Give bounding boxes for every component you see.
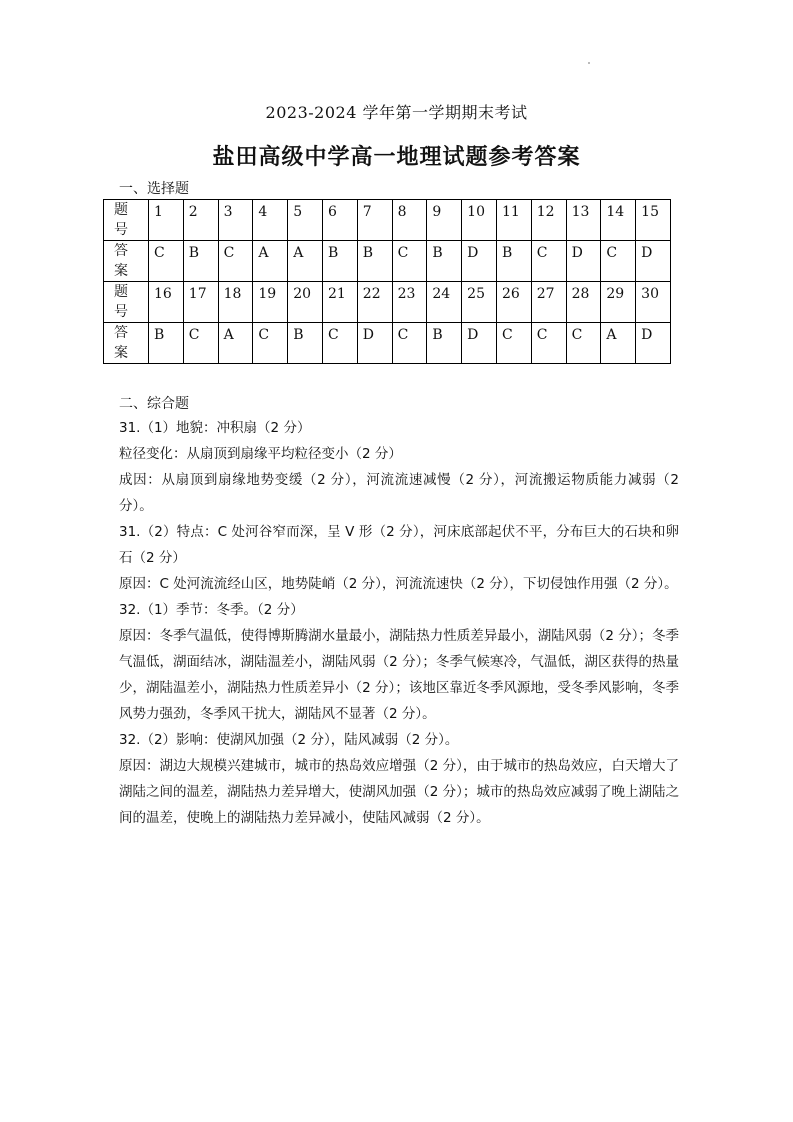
answer-cell (357, 323, 392, 364)
answer-value: C (258, 327, 270, 343)
question-number-value: 10 (467, 204, 485, 220)
answer-row (104, 241, 671, 282)
question-number-value: 18 (223, 286, 242, 302)
answer-value: A (258, 245, 269, 261)
answer-value: C (188, 327, 200, 343)
page-title: 盐田高级中学高一地理试题参考答案 (212, 145, 581, 170)
question-number-value: 13 (571, 204, 590, 220)
answer-cell (183, 323, 218, 364)
question-number-value: 12 (536, 204, 555, 220)
answer-value: D (571, 245, 583, 261)
row-label-char: 案 (114, 345, 128, 361)
answer-table (103, 199, 671, 364)
question-number-cell (427, 200, 462, 241)
question-number-value: 27 (536, 286, 555, 302)
answer-paragraph: 32.（2）影响：使湖风加强（2 分），陆风减弱（2 分）。 (119, 732, 459, 748)
answer-cell (253, 323, 288, 364)
question-number-cell (496, 200, 531, 241)
question-number-value: 30 (641, 286, 659, 302)
answer-value: B (362, 245, 374, 261)
answer-cell (496, 323, 531, 364)
answer-cell (496, 241, 531, 282)
answer-paragraph: 原因：冬季气温低，使得博斯腾湖水量最小，湖陆热力性质差异最小，湖陆风弱（2 分）；冬季气温低，湖面结冰，湖陆温差小，湖陆风弱（2 分）；冬季气候寒冷，气温低，湖区获得的热量少，湖陆温差小，湖陆热力性质差异小（2 分）；该地区靠近冬季风源地，受冬季风影响，冬季风势力强劲，冬季风干扰大，湖陆风不显著（2 分）。 (119, 628, 679, 722)
answer-value: C (536, 327, 548, 343)
question-number-value: 15 (641, 204, 659, 220)
row-label-char: 号 (114, 222, 128, 238)
question-number-value: 25 (467, 286, 485, 302)
answer-cell (601, 323, 636, 364)
question-number-row-label (104, 282, 149, 323)
question-number-cell (427, 282, 462, 323)
question-number-cell (357, 282, 392, 323)
row-label-char: 号 (114, 304, 128, 320)
answer-value: C (223, 245, 235, 261)
answer-value: B (293, 327, 304, 343)
answer-cell (322, 323, 357, 364)
answer-cell (531, 323, 566, 364)
answer-cell (149, 323, 184, 364)
exam-title: 2023-2024 学年第一学期期末考试 (265, 103, 528, 122)
answer-value: C (327, 327, 339, 343)
answer-value: A (223, 327, 234, 343)
question-number-cell (357, 200, 392, 241)
question-number-cell (566, 200, 601, 241)
answer-cell (392, 241, 427, 282)
question-number-value: 1 (154, 204, 163, 220)
answer-row-label (104, 323, 149, 364)
question-number-value: 11 (501, 204, 520, 220)
answer-value: D (467, 327, 479, 343)
answer-paragraph: 粒径变化：从扇顶到扇缘平均粒径变小（2 分） (119, 446, 402, 462)
answer-value: B (501, 245, 513, 261)
question-number-value: 6 (327, 204, 337, 220)
answer-cell (462, 323, 497, 364)
answer-value: B (432, 245, 443, 261)
question-number-value: 21 (327, 286, 346, 302)
question-number-value: 4 (258, 204, 268, 220)
question-number-value: 5 (293, 204, 303, 220)
question-number-cell (462, 282, 497, 323)
question-number-value: 29 (606, 286, 625, 302)
answer-cell (601, 241, 636, 282)
answer-value: D (641, 327, 653, 343)
answer-cell (322, 241, 357, 282)
answer-cell (531, 241, 566, 282)
section-heading-choice: 一、选择题 (119, 181, 189, 197)
question-number-row (104, 200, 671, 241)
answer-value: B (154, 327, 165, 343)
question-number-cell (496, 282, 531, 323)
question-number-value: 24 (432, 286, 451, 302)
answer-cell (636, 241, 671, 282)
scan-dot (588, 62, 590, 64)
question-number-cell (392, 282, 427, 323)
answer-cell (427, 323, 462, 364)
question-number-cell (253, 282, 288, 323)
answer-cell (636, 323, 671, 364)
answer-cell (566, 323, 601, 364)
question-number-row-label (104, 200, 149, 241)
question-number-cell (601, 282, 636, 323)
answer-value: A (293, 245, 304, 261)
row-label-char: 题 (114, 284, 128, 300)
question-number-value: 19 (258, 286, 277, 302)
question-number-cell (566, 282, 601, 323)
question-number-value: 3 (223, 204, 233, 220)
answer-value: B (188, 245, 200, 261)
answer-cell (427, 241, 462, 282)
question-number-value: 28 (571, 286, 590, 302)
answer-cell (392, 323, 427, 364)
question-number-value: 7 (362, 204, 372, 220)
answer-cell (288, 323, 323, 364)
answer-cell (218, 241, 253, 282)
comprehensive-answers (119, 415, 679, 831)
question-number-value: 17 (188, 286, 207, 302)
question-number-cell (531, 200, 566, 241)
question-number-cell (601, 200, 636, 241)
answer-value: B (432, 327, 443, 343)
question-number-row (104, 282, 671, 323)
answer-value: C (536, 245, 548, 261)
question-number-cell (462, 200, 497, 241)
answer-paragraph: 原因：湖边大规模兴建城市，城市的热岛效应增强（2 分），由于城市的热岛效应，白天增大了湖陆之间的温差，湖陆热力差异增大，使湖风加强（2 分）；城市的热岛效应减弱了晚上湖陆之间的温差，使晚上的湖陆热力差异减小，使陆风减弱（2 分）。 (119, 758, 679, 826)
answer-value: A (606, 327, 617, 343)
question-number-cell (531, 282, 566, 323)
answer-paragraph: 31.（2）特点：C 处河谷窄而深，呈 V 形（2 分），河床底部起伏不平，分布巨大的石块和卵石（2 分） (119, 524, 679, 566)
question-number-cell (392, 200, 427, 241)
answer-cell (253, 241, 288, 282)
question-number-value: 20 (293, 286, 312, 302)
question-number-cell (149, 200, 184, 241)
question-number-cell (288, 200, 323, 241)
answer-value: D (467, 245, 479, 261)
question-number-cell (253, 200, 288, 241)
question-number-cell (322, 282, 357, 323)
question-number-cell (183, 282, 218, 323)
question-number-cell (218, 200, 253, 241)
question-number-value: 22 (362, 286, 381, 302)
question-number-value: 2 (188, 204, 198, 220)
answer-value: C (606, 245, 618, 261)
answer-value: C (154, 245, 165, 261)
answer-paragraph: 成因：从扇顶到扇缘地势变缓（2 分），河流流速减慢（2 分），河流搬运物质能力减弱（2 分）。 (119, 472, 679, 514)
answer-value: C (397, 245, 409, 261)
question-number-value: 16 (154, 286, 172, 302)
answer-cell (288, 241, 323, 282)
answer-cell (183, 241, 218, 282)
answer-paragraph: 原因：C 处河流流经山区，地势陡峭（2 分），河流流速快（2 分），下切侵蚀作用强（2 分）。 (119, 576, 678, 592)
question-number-cell (322, 200, 357, 241)
question-number-cell (218, 282, 253, 323)
question-number-value: 26 (501, 286, 520, 302)
answer-cell (218, 323, 253, 364)
question-number-value: 14 (606, 204, 625, 220)
question-number-cell (636, 200, 671, 241)
answer-value: C (501, 327, 513, 343)
question-number-cell (288, 282, 323, 323)
row-label-char: 答 (114, 243, 128, 259)
answer-row (104, 323, 671, 364)
section-heading-comprehensive: 二、综合题 (119, 396, 189, 412)
answer-value: C (397, 327, 409, 343)
answer-paragraph: 31.（1）地貌：冲积扇（2 分） (119, 420, 311, 436)
answer-cell (357, 241, 392, 282)
row-label-char: 案 (114, 263, 128, 279)
answer-cell (566, 241, 601, 282)
answer-value: B (327, 245, 339, 261)
question-number-value: 8 (397, 204, 407, 220)
row-label-char: 题 (114, 202, 128, 218)
question-number-value: 9 (432, 204, 442, 220)
answer-paragraph: 32.（1）季节：冬季。（2 分） (119, 602, 304, 618)
question-number-value: 23 (397, 286, 416, 302)
row-label-char: 答 (114, 325, 128, 341)
answer-value: D (362, 327, 375, 343)
answer-value: D (641, 245, 653, 261)
question-number-cell (636, 282, 671, 323)
question-number-cell (183, 200, 218, 241)
answer-cell (149, 241, 184, 282)
answer-value: C (571, 327, 583, 343)
answer-row-label (104, 241, 149, 282)
question-number-cell (149, 282, 184, 323)
answer-cell (462, 241, 497, 282)
